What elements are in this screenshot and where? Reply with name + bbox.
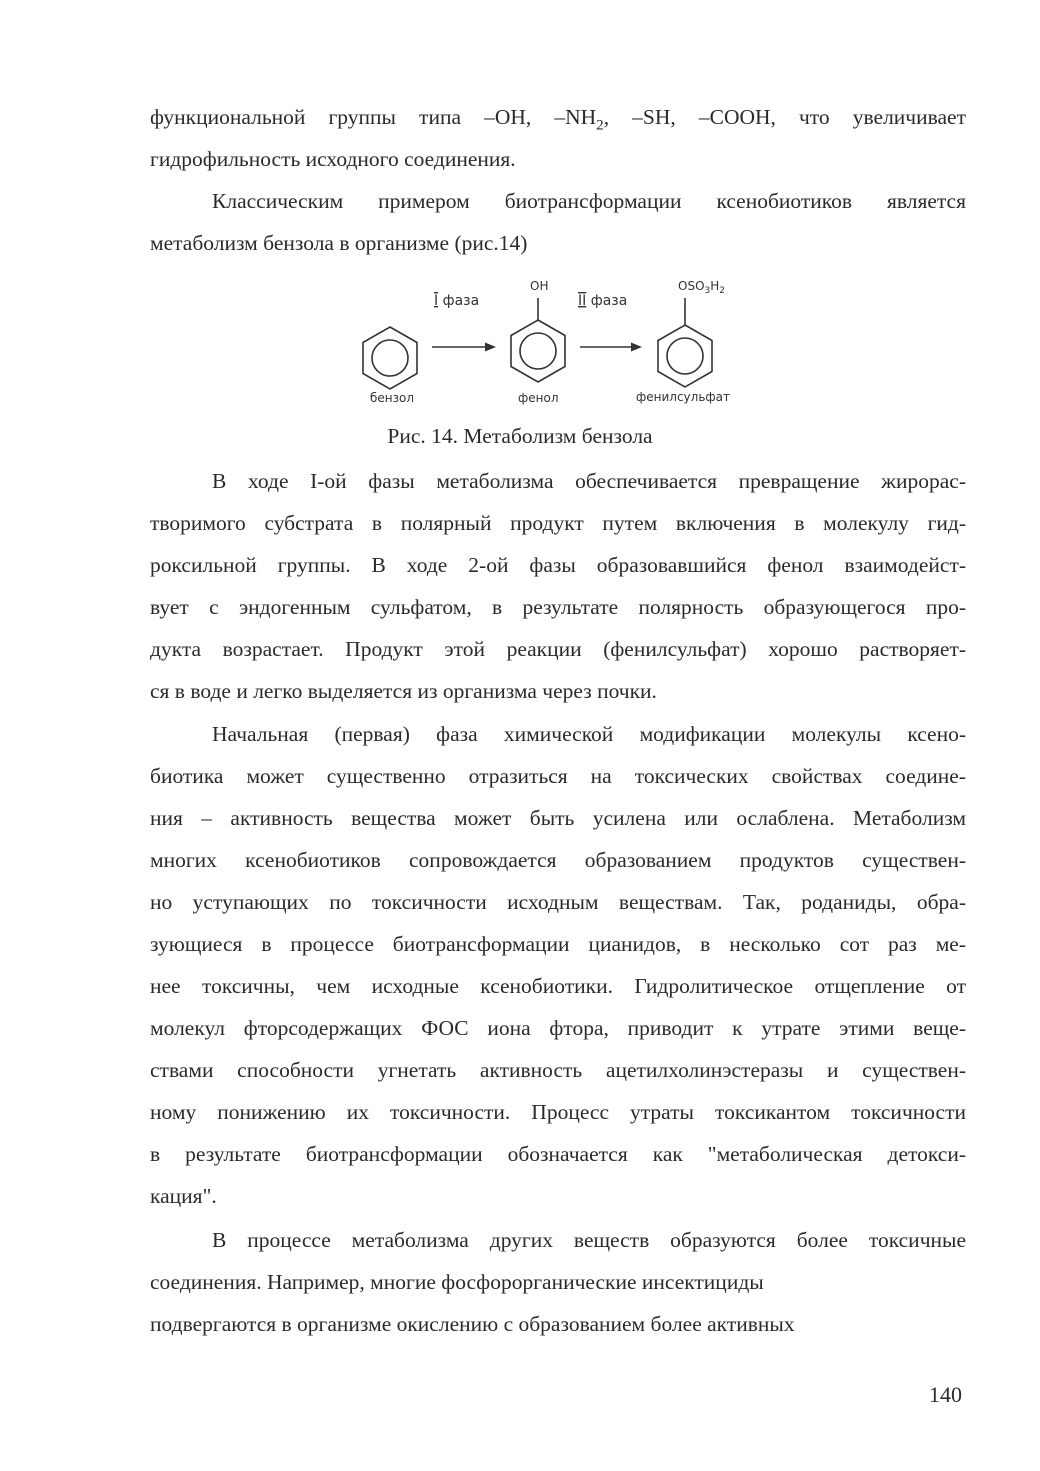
phenol-structure: [511, 298, 565, 382]
text-line: творимого субстрата в полярный продукт путем включения в молекулу гид-: [150, 511, 966, 535]
paragraph-intro-example: [150, 180, 966, 264]
arrow-phase1: [432, 343, 496, 352]
paragraph-detoxication: [150, 713, 966, 1217]
text-line: молекул фторсодержащих ФОС иона фтора, приводит к утрате этими веще-: [150, 1016, 966, 1040]
text-line: кация".: [150, 1184, 217, 1208]
text-line: функциональной группы типа –OH, $-NH_2$, –SH, –COOH, что увеличивает: [150, 105, 966, 134]
text-line: ному понижению их токсичности. Процесс утраты токсикантом токсичности: [150, 1100, 966, 1124]
benzene-metabolism-figure: [340, 270, 760, 415]
reaction-scheme: [340, 270, 760, 415]
text-line: роксильной группы. В ходе 2-ой фазы образовавшийся фенол взаимодейст-: [150, 553, 966, 577]
text-line: дукта возрастает. Продукт этой реакции (фенилсульфат) хорошо растворяет-: [150, 637, 966, 661]
oso3h2-group-label: $OSO_3H_2$: [678, 279, 726, 296]
page-number: 140: [929, 1382, 962, 1407]
phase2-label: II фаза: [578, 293, 628, 309]
paragraph-phases: [150, 460, 966, 712]
text-line: В процессе метаболизма других веществ образуются более токсичные: [212, 1228, 966, 1252]
text-line: В ходе I-ой фазы метаболизма обеспечивается превращение жирорас-: [212, 469, 966, 493]
phenylsulfate-structure: [658, 298, 712, 387]
phase1-label: I фаза: [434, 293, 480, 309]
benzene-structure: [363, 327, 417, 389]
figure-caption: Рис. 14. Метаболизм бензола: [387, 424, 653, 448]
text-line: нее токсичны, чем исходные ксенобиотики. Гидролитическое отщепление от: [150, 974, 966, 998]
text-line: биотика может существенно отразиться на токсических свойствах соедине-: [150, 764, 966, 788]
text-line: многих ксенобиотиков сопровождается образованием продуктов существен-: [150, 848, 966, 872]
paragraph-continuation: [150, 96, 966, 180]
text-line: но уступающих по токсичности исходным веществам. Так, роданиды, обра-: [150, 890, 966, 914]
text-line: в результате биотрансформации обозначается как "метаболическая детокси-: [150, 1142, 966, 1166]
arrow-phase2: [580, 343, 642, 352]
text-line: ся в воде и легко выделяется из организма через почки.: [150, 679, 657, 703]
benzene-name: бензол: [370, 391, 415, 405]
paragraph-toxication: [150, 1219, 966, 1345]
text-line: соединения. Например, многие фосфорорганические инсектициды: [150, 1270, 764, 1294]
text-line: ния – активность вещества может быть усилена или ослаблена. Метаболизм: [150, 806, 966, 830]
text-line: метаболизм бензола в организме (рис.14): [150, 231, 528, 255]
text-line: гидрофильность исходного соединения.: [150, 147, 516, 171]
text-line: вует с эндогенным сульфатом, в результате полярность образующегося про-: [150, 595, 966, 619]
text-line: Начальная (первая) фаза химической модификации молекулы ксено-: [212, 722, 966, 746]
text-line: ствами способности угнетать активность ацетилхолинэстеразы и существен-: [150, 1058, 966, 1082]
text-line: Классическим примером биотрансформации ксенобиотиков является: [212, 189, 966, 213]
oh-group-label: OH: [530, 279, 549, 293]
phenol-name: фенол: [518, 391, 559, 405]
text-line: зующиеся в процессе биотрансформации цианидов, в несколько сот раз ме-: [150, 932, 966, 956]
text-line: подвергаются в организме окислению с образованием более активных: [150, 1312, 795, 1336]
phenylsulfate-name: фенилсульфат: [636, 390, 731, 404]
